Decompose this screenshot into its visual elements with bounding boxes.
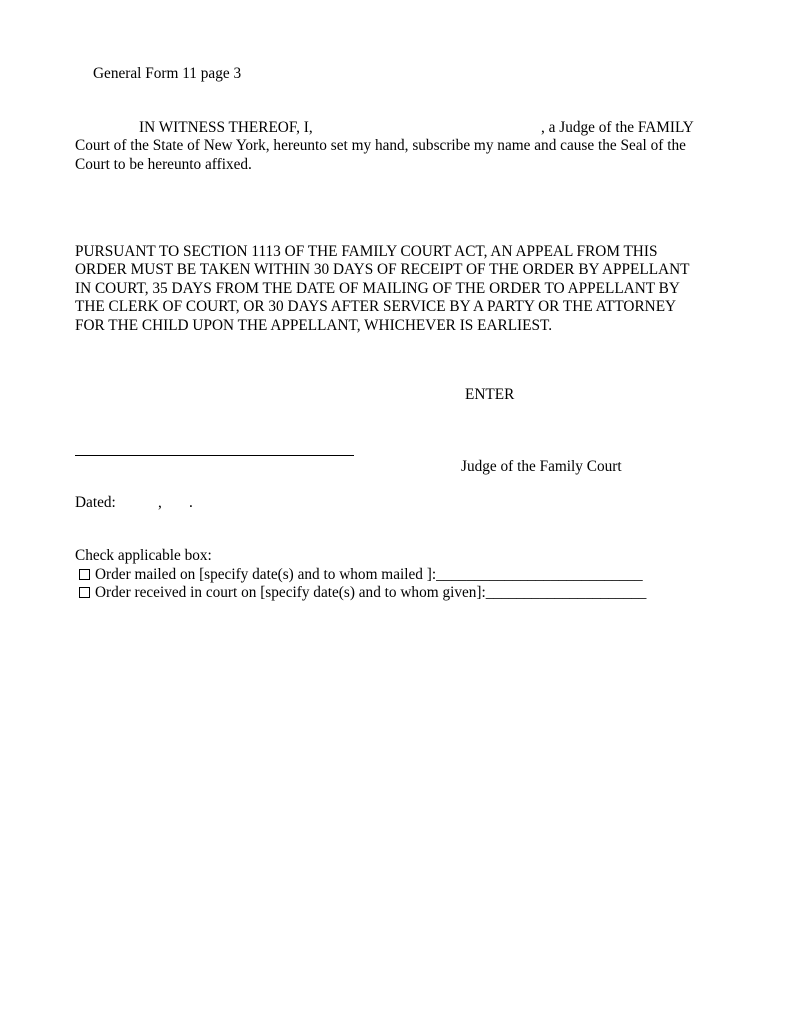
appeal-notice-line: THE CLERK OF COURT, OR 30 DAYS AFTER SERVICE BY A PARTY OR THE ATTORNEY: [75, 298, 677, 316]
dated-label: Dated:: [75, 494, 116, 511]
judge-signature-caption: Judge of the Family Court: [461, 458, 622, 475]
dated-comma: ,: [158, 494, 162, 511]
appeal-notice-line: IN COURT, 35 DAYS FROM THE DATE OF MAILING OF THE ORDER TO APPELLANT BY: [75, 279, 680, 297]
order-mailed-label: Order mailed on [specify date(s) and to whom mailed ]:___________________________: [95, 566, 643, 583]
witness-clause-line-3: Court to be hereunto affixed.: [75, 156, 252, 173]
dated-period: .: [189, 494, 193, 511]
appeal-notice: [75, 243, 715, 335]
witness-clause-line-1: [0, 118, 791, 137]
order-received-label: Order received in court on [specify date(s) and to whom given]:_____________________: [95, 584, 647, 601]
enter-label: ENTER: [465, 386, 515, 403]
order-mailed-checkbox[interactable]: [79, 569, 90, 580]
order-received-option[interactable]: [79, 583, 646, 602]
order-mailed-option[interactable]: [79, 565, 643, 584]
appeal-notice-line: ORDER MUST BE TAKEN WITHIN 30 DAYS OF RECEIPT OF THE ORDER BY APPELLANT: [75, 261, 690, 279]
signature-line[interactable]: [75, 455, 354, 456]
order-received-checkbox[interactable]: [79, 587, 90, 598]
appeal-notice-line: FOR THE CHILD UPON THE APPELLANT, WHICHEVER IS EARLIEST.: [75, 316, 553, 334]
witness-judge-title-text: , a Judge of the FAMILY: [541, 119, 694, 136]
witness-clause-line-2: Court of the State of New York, hereunto set my hand, subscribe my name and cause the Seal of the: [75, 137, 686, 154]
form-header: General Form 11 page 3: [93, 65, 242, 82]
witness-lead-text: IN WITNESS THEREOF, I,: [139, 119, 313, 136]
appeal-notice-line: PURSUANT TO SECTION 1113 OF THE FAMILY COURT ACT, AN APPEAL FROM THIS: [75, 243, 658, 260]
check-box-instructions: Check applicable box:: [75, 547, 212, 564]
